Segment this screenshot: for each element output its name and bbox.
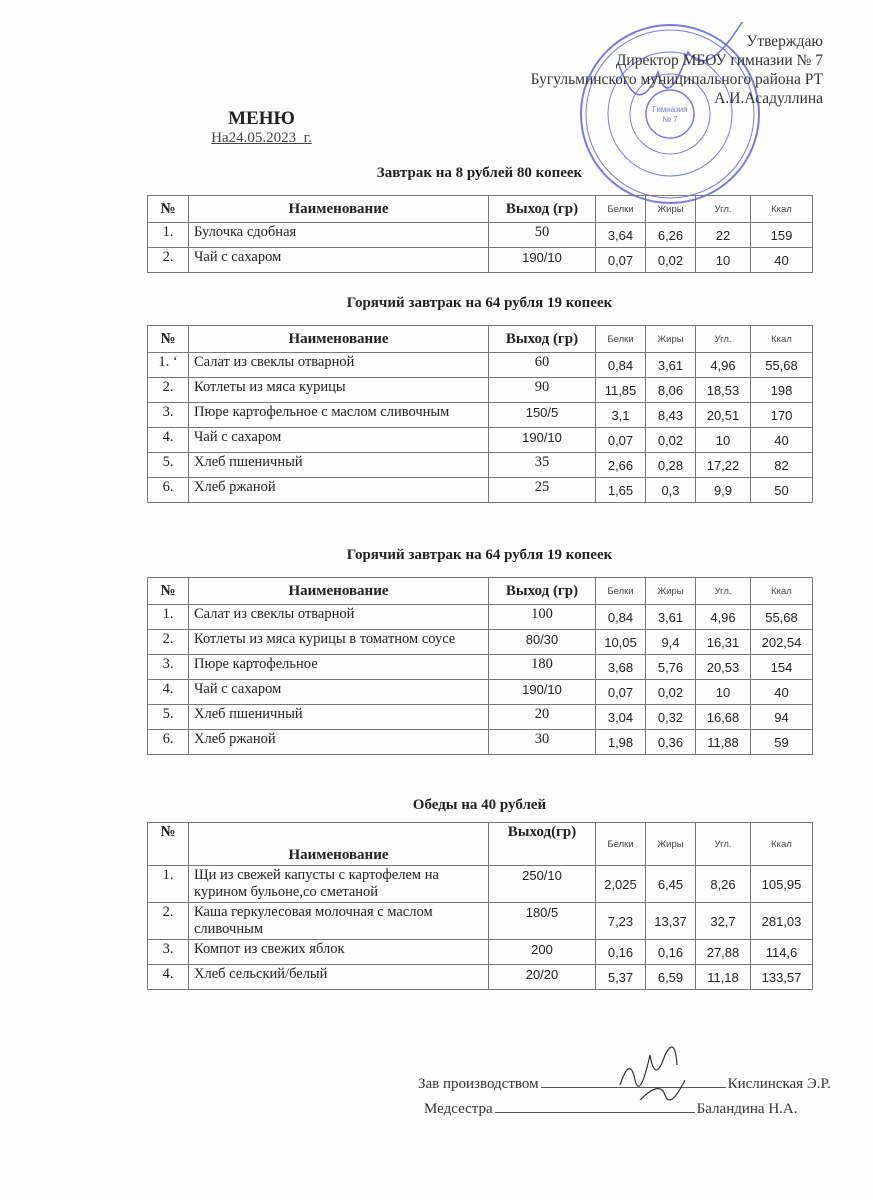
table-row: [148, 655, 813, 680]
handwritten-signature-icon: [600, 1040, 710, 1120]
dish-yield: 100: [489, 605, 596, 630]
dish-name: Салат из свеклы отварной: [189, 605, 489, 630]
dish-yield: 35: [489, 453, 596, 478]
fat-value: 9,4: [646, 630, 696, 655]
signature-role: Медсестра: [424, 1101, 493, 1117]
kcal-value: 133,57: [751, 965, 813, 990]
col-fat: Жиры: [646, 326, 696, 353]
table-row: [148, 705, 813, 730]
fat-value: 0,36: [646, 730, 696, 755]
menu-table: [147, 577, 813, 755]
fat-value: 0,02: [646, 428, 696, 453]
fat-value: 6,26: [646, 223, 696, 248]
col-carbs: Угл.: [696, 196, 751, 223]
protein-value: 3,04: [596, 705, 646, 730]
table-row: [148, 680, 813, 705]
fat-value: 8,06: [646, 378, 696, 403]
dish-name: Пюре картофельное: [189, 655, 489, 680]
fat-value: 8,43: [646, 403, 696, 428]
carbs-value: 16,31: [696, 630, 751, 655]
dish-name: Хлеб пшеничный: [189, 453, 489, 478]
dish-yield: 190/10: [489, 248, 596, 273]
dish-name: Чай с сахаром: [189, 428, 489, 453]
row-number: 2.: [148, 378, 189, 403]
col-protein: Белки: [596, 196, 646, 223]
kcal-value: 202,54: [751, 630, 813, 655]
dish-yield: 20/20: [489, 965, 596, 990]
section-heading: Обеды на 40 рублей: [412, 797, 547, 813]
col-no: №: [148, 578, 189, 605]
dish-name: Салат из свеклы отварной: [189, 353, 489, 378]
row-number: 3.: [148, 940, 189, 965]
col-no: №: [148, 823, 189, 866]
carbs-value: 16,68: [696, 705, 751, 730]
carbs-value: 22: [696, 223, 751, 248]
col-no: №: [148, 326, 189, 353]
carbs-value: 20,51: [696, 403, 751, 428]
row-number: 2.: [148, 248, 189, 273]
col-yield: Выход (гр): [489, 578, 596, 605]
svg-text:Гимназия: Гимназия: [652, 105, 688, 114]
row-number: 2.: [148, 630, 189, 655]
table-row: [148, 903, 813, 940]
signature-role: Зав производством: [418, 1076, 539, 1092]
kcal-value: 40: [751, 680, 813, 705]
menu-title: МЕНЮ: [228, 108, 295, 129]
carbs-value: 20,53: [696, 655, 751, 680]
fat-value: 0,16: [646, 940, 696, 965]
protein-value: 0,16: [596, 940, 646, 965]
carbs-value: 9,9: [696, 478, 751, 503]
carbs-value: 18,53: [696, 378, 751, 403]
fat-value: 13,37: [646, 903, 696, 940]
table-row: [148, 403, 813, 428]
carbs-value: 10: [696, 680, 751, 705]
table-header: [148, 196, 813, 223]
kcal-value: 50: [751, 478, 813, 503]
row-number: 3.: [148, 403, 189, 428]
table-row: [148, 940, 813, 965]
protein-value: 0,07: [596, 428, 646, 453]
protein-value: 0,84: [596, 605, 646, 630]
dish-name: Чай с сахаром: [189, 680, 489, 705]
col-name: Наименование: [189, 578, 489, 605]
col-carbs: Угл.: [696, 326, 751, 353]
dish-name: Хлеб сельский/белый: [189, 965, 489, 990]
col-yield: Выход (гр): [489, 326, 596, 353]
dish-name: Котлеты из мяса курицы в томатном соусе: [189, 630, 489, 655]
fat-value: 6,59: [646, 965, 696, 990]
col-fat: Жиры: [646, 196, 696, 223]
fat-value: 6,45: [646, 866, 696, 903]
col-protein: Белки: [596, 823, 646, 866]
table-header: [148, 578, 813, 605]
protein-value: 11,85: [596, 378, 646, 403]
carbs-value: 10: [696, 248, 751, 273]
kcal-value: 40: [751, 248, 813, 273]
col-kcal: Ккал: [751, 578, 813, 605]
carbs-value: 27,88: [696, 940, 751, 965]
col-no: №: [148, 196, 189, 223]
protein-value: 2,66: [596, 453, 646, 478]
approval-block: [531, 32, 823, 108]
fat-value: 5,76: [646, 655, 696, 680]
col-kcal: Ккал: [751, 326, 813, 353]
carbs-value: 11,88: [696, 730, 751, 755]
table-row: [148, 605, 813, 630]
row-number: 3.: [148, 655, 189, 680]
fat-value: 0,32: [646, 705, 696, 730]
kcal-value: 105,95: [751, 866, 813, 903]
kcal-value: 198: [751, 378, 813, 403]
dish-yield: 20: [489, 705, 596, 730]
fat-value: 0,02: [646, 248, 696, 273]
protein-value: 5,37: [596, 965, 646, 990]
dish-name: Каша геркулесовая молочная с маслом сливочным: [189, 903, 489, 940]
col-carbs: Угл.: [696, 823, 751, 866]
menu-table: [147, 822, 813, 990]
section-heading: Горячий завтрак на 64 рубля 19 копеек: [346, 295, 613, 311]
approval-line: Утверждаю: [746, 33, 823, 50]
dish-name: Хлеб ржаной: [189, 730, 489, 755]
table-row: [148, 353, 813, 378]
carbs-value: 17,22: [696, 453, 751, 478]
dish-yield: 80/30: [489, 630, 596, 655]
dish-name: Хлеб ржаной: [189, 478, 489, 503]
carbs-value: 32,7: [696, 903, 751, 940]
menu-table: [147, 325, 813, 503]
kcal-value: 82: [751, 453, 813, 478]
row-number: 4.: [148, 965, 189, 990]
signature-name: Баландина Н.А.: [696, 1101, 798, 1117]
row-number: 6.: [148, 730, 189, 755]
row-number: 4.: [148, 428, 189, 453]
table-row: [148, 453, 813, 478]
table-row: [148, 428, 813, 453]
dish-yield: 50: [489, 223, 596, 248]
kcal-value: 281,03: [751, 903, 813, 940]
kcal-value: 154: [751, 655, 813, 680]
dish-yield: 200: [489, 940, 596, 965]
table-row: [148, 730, 813, 755]
kcal-value: 114,6: [751, 940, 813, 965]
dish-yield: 190/10: [489, 680, 596, 705]
fat-value: 0,3: [646, 478, 696, 503]
kcal-value: 59: [751, 730, 813, 755]
row-number: 5.: [148, 453, 189, 478]
dish-yield: 250/10: [489, 866, 596, 903]
fat-value: 3,61: [646, 353, 696, 378]
col-protein: Белки: [596, 326, 646, 353]
table-header: [148, 326, 813, 353]
row-number: 1. ‘: [148, 353, 189, 378]
row-number: 1.: [148, 605, 189, 630]
row-number: 5.: [148, 705, 189, 730]
table-header: [148, 823, 813, 866]
col-fat: Жиры: [646, 823, 696, 866]
dish-yield: 60: [489, 353, 596, 378]
kcal-value: 94: [751, 705, 813, 730]
section-heading: Горячий завтрак на 64 рубля 19 копеек: [346, 547, 613, 563]
protein-value: 1,65: [596, 478, 646, 503]
kcal-value: 55,68: [751, 605, 813, 630]
dish-yield: 25: [489, 478, 596, 503]
table-row: [148, 965, 813, 990]
protein-value: 3,68: [596, 655, 646, 680]
carbs-value: 10: [696, 428, 751, 453]
table-row: [148, 630, 813, 655]
dish-yield: 30: [489, 730, 596, 755]
signature-name: Кислинская Э.Р.: [727, 1076, 831, 1092]
col-yield: Выход (гр): [489, 196, 596, 223]
dish-yield: 90: [489, 378, 596, 403]
svg-text:№ 7: № 7: [662, 115, 678, 124]
table-row: [148, 378, 813, 403]
table-row: [148, 223, 813, 248]
menu-date: На24.05.2023_г.: [211, 130, 312, 146]
kcal-value: 40: [751, 428, 813, 453]
table-row: [148, 478, 813, 503]
protein-value: 10,05: [596, 630, 646, 655]
approval-line: Директор МБОУ гимназии № 7: [615, 52, 823, 69]
protein-value: 1,98: [596, 730, 646, 755]
section-heading: Завтрак на 8 рублей 80 копеек: [376, 165, 583, 181]
approval-line: А.И.Асадуллина: [714, 90, 823, 107]
protein-value: 3,1: [596, 403, 646, 428]
table-row: [148, 248, 813, 273]
protein-value: 7,23: [596, 903, 646, 940]
row-number: 6.: [148, 478, 189, 503]
dish-name: Котлеты из мяса курицы: [189, 378, 489, 403]
col-protein: Белки: [596, 578, 646, 605]
dish-yield: 180: [489, 655, 596, 680]
kcal-value: 159: [751, 223, 813, 248]
kcal-value: 170: [751, 403, 813, 428]
menu-table: [147, 195, 813, 273]
dish-name: Пюре картофельное с маслом сливочным: [189, 403, 489, 428]
carbs-value: 4,96: [696, 353, 751, 378]
table-row: [148, 866, 813, 903]
dish-yield: 180/5: [489, 903, 596, 940]
protein-value: 2,025: [596, 866, 646, 903]
row-number: 2.: [148, 903, 189, 940]
dish-yield: 150/5: [489, 403, 596, 428]
col-carbs: Угл.: [696, 578, 751, 605]
fat-value: 3,61: [646, 605, 696, 630]
dish-name: Щи из свежей капусты с картофелем на курином бульоне,со сметаной: [189, 866, 489, 903]
fat-value: 0,02: [646, 680, 696, 705]
dish-yield: 190/10: [489, 428, 596, 453]
dish-name: Чай с сахаром: [189, 248, 489, 273]
protein-value: 3,64: [596, 223, 646, 248]
row-number: 1.: [148, 866, 189, 903]
row-number: 4.: [148, 680, 189, 705]
col-fat: Жиры: [646, 578, 696, 605]
fat-value: 0,28: [646, 453, 696, 478]
col-kcal: Ккал: [751, 823, 813, 866]
col-yield: Выход(гр): [489, 823, 596, 866]
dish-name: Булочка сдобная: [189, 223, 489, 248]
col-kcal: Ккал: [751, 196, 813, 223]
protein-value: 0,84: [596, 353, 646, 378]
carbs-value: 4,96: [696, 605, 751, 630]
dish-name: Хлеб пшеничный: [189, 705, 489, 730]
row-number: 1.: [148, 223, 189, 248]
carbs-value: 11,18: [696, 965, 751, 990]
dish-name: Компот из свежих яблок: [189, 940, 489, 965]
col-name: Наименование: [189, 326, 489, 353]
carbs-value: 8,26: [696, 866, 751, 903]
col-name: Наименование: [189, 196, 489, 223]
kcal-value: 55,68: [751, 353, 813, 378]
col-name: Наименование: [189, 823, 489, 866]
protein-value: 0,07: [596, 680, 646, 705]
approval-line: Бугульминского муниципального района РТ: [530, 71, 823, 88]
protein-value: 0,07: [596, 248, 646, 273]
